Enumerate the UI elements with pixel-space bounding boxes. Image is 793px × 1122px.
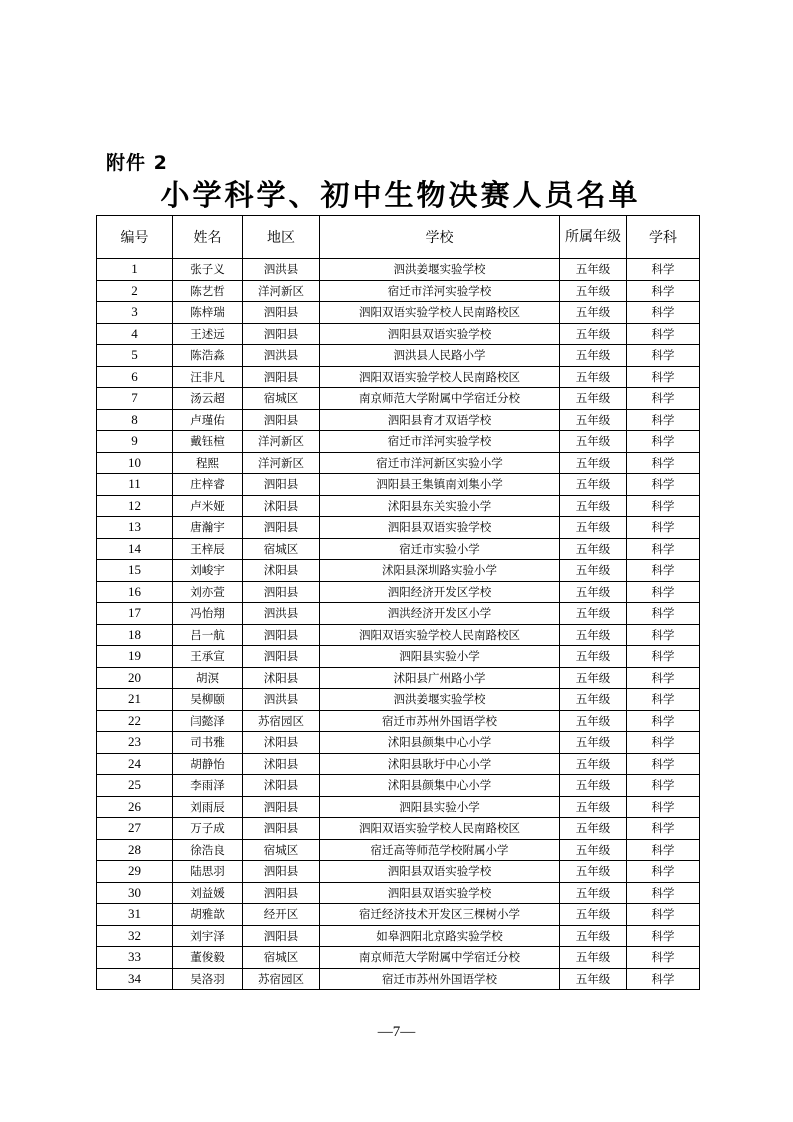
cell-region: 泗阳县 [243,517,320,539]
cell-name: 闫懿泽 [173,710,243,732]
cell-school: 宿迁市洋河实验学校 [320,280,560,302]
table-row [97,603,700,625]
cell-region: 泗洪县 [243,259,320,281]
cell-grade: 五年级 [560,646,627,668]
cell-school: 沭阳县广州路小学 [320,667,560,689]
cell-subject: 科学 [627,796,700,818]
cell-number: 24 [97,753,173,775]
cell-grade: 五年级 [560,495,627,517]
table-row [97,431,700,453]
cell-subject: 科学 [627,710,700,732]
cell-subject: 科学 [627,259,700,281]
cell-name: 刘亦萱 [173,581,243,603]
cell-grade: 五年级 [560,624,627,646]
cell-region: 宿城区 [243,947,320,969]
cell-number: 5 [97,345,173,367]
attachment-label: 附件 2 [106,152,168,174]
cell-name: 汪非凡 [173,366,243,388]
cell-name: 戴钰楦 [173,431,243,453]
cell-grade: 五年级 [560,796,627,818]
cell-grade: 五年级 [560,345,627,367]
cell-school: 泗阳县育才双语学校 [320,409,560,431]
cell-region: 宿城区 [243,839,320,861]
cell-grade: 五年级 [560,861,627,883]
cell-number: 17 [97,603,173,625]
cell-number: 10 [97,452,173,474]
cell-grade: 五年级 [560,538,627,560]
cell-name: 胡雅歆 [173,904,243,926]
cell-school: 泗洪姜堰实验学校 [320,259,560,281]
cell-number: 33 [97,947,173,969]
cell-grade: 五年级 [560,302,627,324]
cell-grade: 五年级 [560,882,627,904]
table-row [97,280,700,302]
table-row [97,302,700,324]
page-number: —7— [377,1024,416,1040]
cell-number: 25 [97,775,173,797]
cell-school: 泗阳县双语实验学校 [320,323,560,345]
cell-name: 王承宣 [173,646,243,668]
cell-region: 洋河新区 [243,431,320,453]
cell-region: 经开区 [243,904,320,926]
document-title: 小学科学、初中生物决赛人员名单 [160,178,641,212]
table-row [97,345,700,367]
cell-name: 李雨泽 [173,775,243,797]
cell-school: 泗阳双语实验学校人民南路校区 [320,624,560,646]
cell-number: 31 [97,904,173,926]
cell-subject: 科学 [627,560,700,582]
table-header-row [97,216,700,259]
cell-subject: 科学 [627,839,700,861]
cell-name: 陆思羽 [173,861,243,883]
cell-name: 陈浩淼 [173,345,243,367]
cell-region: 泗阳县 [243,323,320,345]
cell-name: 刘峻宇 [173,560,243,582]
cell-name: 胡溟 [173,667,243,689]
cell-school: 宿迁市苏州外国语学校 [320,710,560,732]
cell-number: 2 [97,280,173,302]
cell-subject: 科学 [627,904,700,926]
cell-number: 19 [97,646,173,668]
cell-school: 宿迁市实验小学 [320,538,560,560]
table-row [97,839,700,861]
table-row [97,968,700,990]
cell-subject: 科学 [627,431,700,453]
cell-name: 陈梓瑞 [173,302,243,324]
cell-number: 7 [97,388,173,410]
cell-region: 泗阳县 [243,796,320,818]
header-number: 编号 [97,216,173,259]
cell-name: 吴洛羽 [173,968,243,990]
cell-subject: 科学 [627,732,700,754]
cell-region: 泗阳县 [243,818,320,840]
cell-grade: 五年级 [560,904,627,926]
cell-name: 张子义 [173,259,243,281]
cell-subject: 科学 [627,495,700,517]
cell-region: 泗阳县 [243,302,320,324]
cell-number: 12 [97,495,173,517]
table-row [97,366,700,388]
cell-name: 徐浩良 [173,839,243,861]
table-row [97,882,700,904]
cell-number: 27 [97,818,173,840]
cell-grade: 五年级 [560,710,627,732]
cell-region: 洋河新区 [243,280,320,302]
cell-grade: 五年级 [560,431,627,453]
cell-name: 刘宇泽 [173,925,243,947]
cell-region: 洋河新区 [243,452,320,474]
cell-grade: 五年级 [560,775,627,797]
cell-name: 刘雨辰 [173,796,243,818]
cell-school: 宿迁经济技术开发区三棵树小学 [320,904,560,926]
table-row [97,925,700,947]
cell-school: 沭阳县深圳路实验小学 [320,560,560,582]
cell-name: 卢米娅 [173,495,243,517]
table-row [97,710,700,732]
cell-number: 22 [97,710,173,732]
cell-school: 泗阳双语实验学校人民南路校区 [320,366,560,388]
cell-school: 南京师范大学附属中学宿迁分校 [320,388,560,410]
header-school: 学校 [320,216,560,259]
cell-region: 泗阳县 [243,646,320,668]
cell-grade: 五年级 [560,388,627,410]
cell-region: 沭阳县 [243,560,320,582]
finalists-table [96,215,700,990]
cell-grade: 五年级 [560,280,627,302]
cell-school: 泗阳双语实验学校人民南路校区 [320,302,560,324]
cell-school: 如皋泗阳北京路实验学校 [320,925,560,947]
cell-subject: 科学 [627,302,700,324]
cell-number: 18 [97,624,173,646]
table-row [97,775,700,797]
cell-school: 泗阳县实验小学 [320,796,560,818]
cell-subject: 科学 [627,345,700,367]
cell-number: 13 [97,517,173,539]
cell-subject: 科学 [627,689,700,711]
cell-subject: 科学 [627,452,700,474]
cell-school: 泗阳县王集镇南刘集小学 [320,474,560,496]
cell-subject: 科学 [627,388,700,410]
cell-school: 南京师范大学附属中学宿迁分校 [320,947,560,969]
cell-grade: 五年级 [560,818,627,840]
cell-grade: 五年级 [560,474,627,496]
table-row [97,259,700,281]
cell-number: 15 [97,560,173,582]
table-row [97,947,700,969]
cell-number: 14 [97,538,173,560]
cell-grade: 五年级 [560,409,627,431]
cell-subject: 科学 [627,753,700,775]
cell-subject: 科学 [627,538,700,560]
cell-number: 29 [97,861,173,883]
cell-name: 吴柳颐 [173,689,243,711]
cell-school: 泗洪县人民路小学 [320,345,560,367]
cell-subject: 科学 [627,366,700,388]
table-row [97,818,700,840]
header-subject: 学科 [627,216,700,259]
cell-region: 沭阳县 [243,775,320,797]
cell-subject: 科学 [627,925,700,947]
cell-name: 王述远 [173,323,243,345]
cell-name: 陈艺哲 [173,280,243,302]
cell-name: 程熙 [173,452,243,474]
cell-region: 宿城区 [243,538,320,560]
cell-region: 苏宿园区 [243,710,320,732]
table-row [97,861,700,883]
cell-subject: 科学 [627,882,700,904]
cell-name: 卢瑾佑 [173,409,243,431]
cell-number: 23 [97,732,173,754]
cell-region: 苏宿园区 [243,968,320,990]
cell-region: 沭阳县 [243,753,320,775]
cell-subject: 科学 [627,624,700,646]
cell-school: 沭阳县耿圩中心小学 [320,753,560,775]
cell-name: 王梓辰 [173,538,243,560]
cell-school: 沭阳县颜集中心小学 [320,732,560,754]
cell-subject: 科学 [627,667,700,689]
cell-school: 沭阳县东关实验小学 [320,495,560,517]
header-name: 姓名 [173,216,243,259]
cell-number: 16 [97,581,173,603]
cell-grade: 五年级 [560,689,627,711]
cell-number: 1 [97,259,173,281]
cell-number: 9 [97,431,173,453]
cell-region: 泗阳县 [243,366,320,388]
cell-grade: 五年级 [560,581,627,603]
table-row [97,796,700,818]
cell-region: 泗阳县 [243,474,320,496]
table-row [97,560,700,582]
table-row [97,624,700,646]
cell-grade: 五年级 [560,968,627,990]
cell-school: 泗阳县双语实验学校 [320,882,560,904]
cell-number: 20 [97,667,173,689]
cell-subject: 科学 [627,603,700,625]
cell-region: 泗阳县 [243,925,320,947]
cell-grade: 五年级 [560,667,627,689]
cell-grade: 五年级 [560,753,627,775]
cell-grade: 五年级 [560,366,627,388]
cell-grade: 五年级 [560,560,627,582]
table-row [97,495,700,517]
table-row [97,667,700,689]
cell-number: 32 [97,925,173,947]
cell-region: 沭阳县 [243,732,320,754]
cell-number: 6 [97,366,173,388]
cell-region: 泗阳县 [243,861,320,883]
cell-region: 泗洪县 [243,603,320,625]
cell-school: 宿迁市洋河新区实验小学 [320,452,560,474]
cell-school: 泗洪姜堰实验学校 [320,689,560,711]
cell-grade: 五年级 [560,925,627,947]
cell-number: 11 [97,474,173,496]
table-row [97,904,700,926]
cell-number: 21 [97,689,173,711]
cell-region: 泗阳县 [243,581,320,603]
table-row [97,452,700,474]
cell-name: 司书雅 [173,732,243,754]
cell-school: 泗阳县双语实验学校 [320,861,560,883]
cell-name: 万子成 [173,818,243,840]
table-row [97,689,700,711]
cell-name: 胡静怡 [173,753,243,775]
cell-subject: 科学 [627,861,700,883]
table-row [97,581,700,603]
cell-number: 30 [97,882,173,904]
cell-name: 冯怡翔 [173,603,243,625]
cell-school: 宿迁高等师范学校附属小学 [320,839,560,861]
cell-grade: 五年级 [560,947,627,969]
cell-region: 泗阳县 [243,882,320,904]
cell-school: 泗阳县实验小学 [320,646,560,668]
cell-school: 泗阳县双语实验学校 [320,517,560,539]
cell-subject: 科学 [627,323,700,345]
cell-school: 泗阳经济开发区学校 [320,581,560,603]
header-grade: 所属年级 [560,216,627,259]
cell-region: 泗洪县 [243,345,320,367]
cell-region: 宿城区 [243,388,320,410]
cell-subject: 科学 [627,409,700,431]
cell-number: 8 [97,409,173,431]
cell-subject: 科学 [627,517,700,539]
table-row [97,388,700,410]
cell-number: 34 [97,968,173,990]
cell-grade: 五年级 [560,452,627,474]
cell-grade: 五年级 [560,517,627,539]
cell-subject: 科学 [627,581,700,603]
cell-grade: 五年级 [560,323,627,345]
table-row [97,646,700,668]
cell-name: 汤云超 [173,388,243,410]
table-row [97,323,700,345]
cell-number: 3 [97,302,173,324]
cell-region: 泗阳县 [243,624,320,646]
cell-name: 吕一航 [173,624,243,646]
table-row [97,409,700,431]
cell-subject: 科学 [627,646,700,668]
cell-school: 宿迁市苏州外国语学校 [320,968,560,990]
cell-number: 4 [97,323,173,345]
cell-name: 刘益媛 [173,882,243,904]
cell-school: 泗阳双语实验学校人民南路校区 [320,818,560,840]
cell-subject: 科学 [627,474,700,496]
cell-region: 泗洪县 [243,689,320,711]
header-region: 地区 [243,216,320,259]
table-row [97,732,700,754]
cell-name: 董俊毅 [173,947,243,969]
cell-number: 28 [97,839,173,861]
cell-name: 庄梓睿 [173,474,243,496]
cell-grade: 五年级 [560,259,627,281]
cell-grade: 五年级 [560,839,627,861]
cell-subject: 科学 [627,775,700,797]
table-row [97,474,700,496]
cell-subject: 科学 [627,818,700,840]
cell-subject: 科学 [627,968,700,990]
cell-subject: 科学 [627,280,700,302]
cell-region: 泗阳县 [243,409,320,431]
table-row [97,517,700,539]
cell-number: 26 [97,796,173,818]
cell-school: 沭阳县颜集中心小学 [320,775,560,797]
cell-region: 沭阳县 [243,667,320,689]
cell-region: 沭阳县 [243,495,320,517]
cell-grade: 五年级 [560,603,627,625]
table-row [97,538,700,560]
cell-grade: 五年级 [560,732,627,754]
cell-school: 宿迁市洋河实验学校 [320,431,560,453]
cell-subject: 科学 [627,947,700,969]
table-row [97,753,700,775]
cell-name: 唐瀚宇 [173,517,243,539]
cell-school: 泗洪经济开发区小学 [320,603,560,625]
